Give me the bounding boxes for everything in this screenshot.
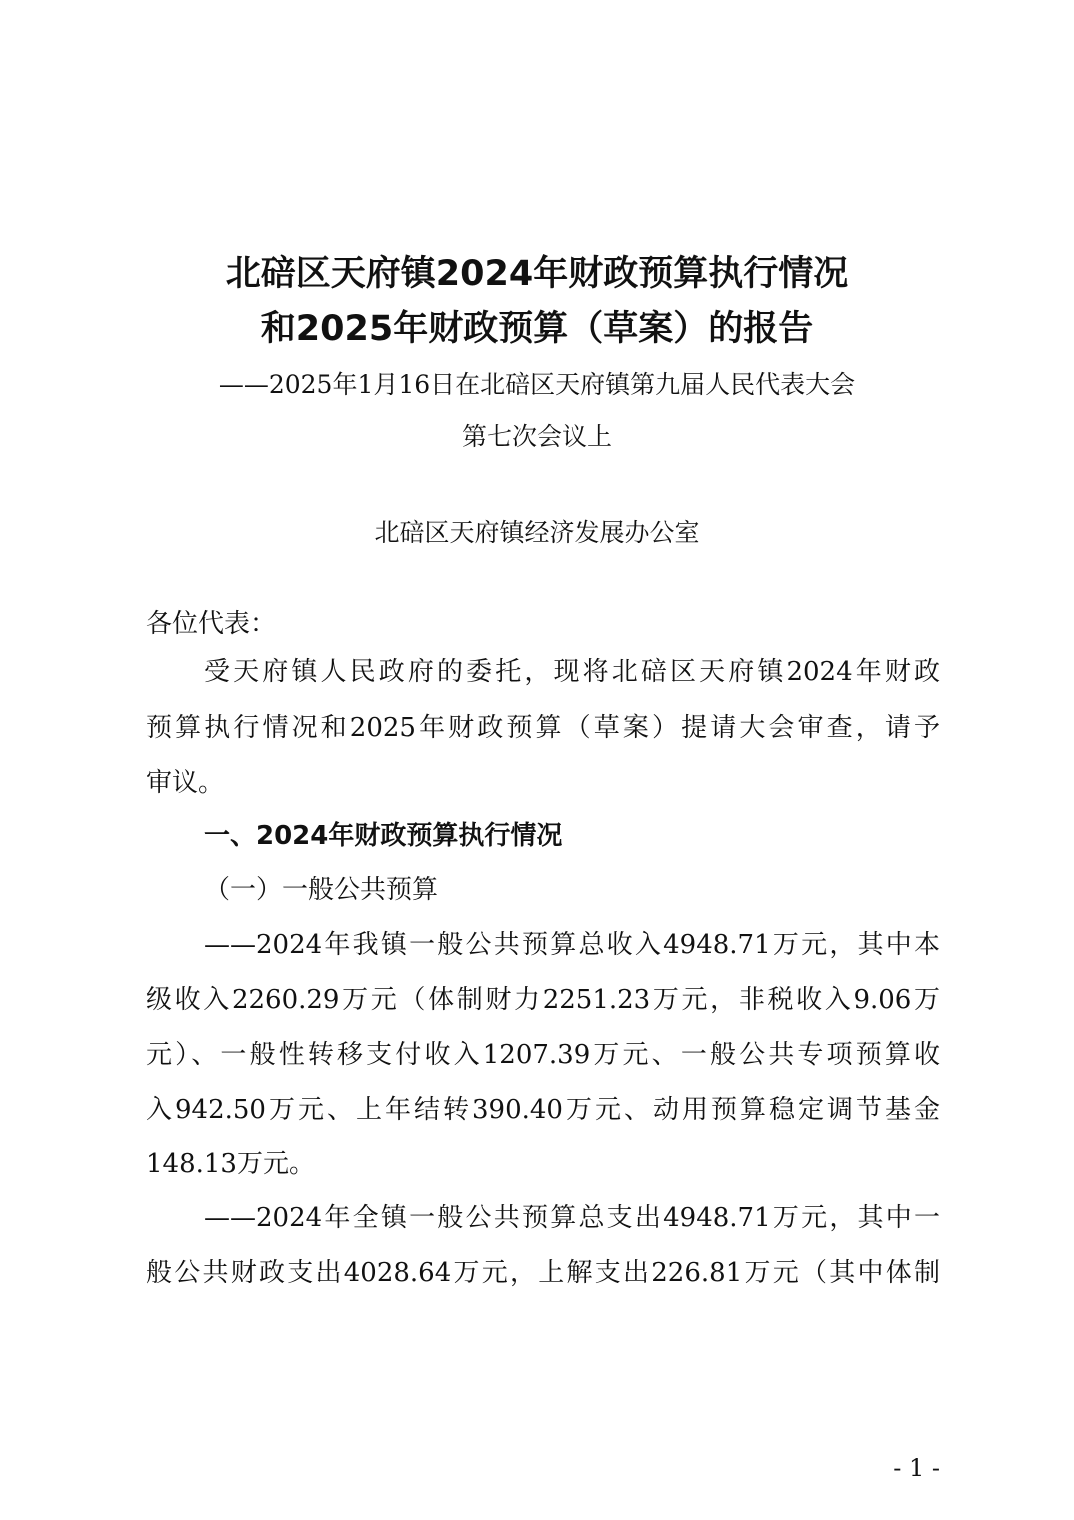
intro-line: 审议。 (146, 768, 225, 798)
expenditure-line: ——2024年全镇一般公共预算总支出4948.71万元，其中一 (204, 1203, 940, 1233)
report-subtitle-line-1: ——2025年1月16日在北碚区天府镇第九届人民代表大会 (218, 370, 856, 399)
subsection-heading: （一）一般公共预算 (204, 875, 439, 905)
income-line: 级收入2260.29万元（体制财力2251.23万元，非税收入9.06万 (146, 985, 940, 1015)
report-title-line-1: 北碚区天府镇2024年财政预算执行情况 (225, 254, 849, 294)
income-line: ——2024年我镇一般公共预算总收入4948.71万元，其中本 (204, 930, 940, 960)
intro-line: 预算执行情况和2025年财政预算（草案）提请大会审查，请予 (146, 713, 940, 743)
section-heading: 一、2024年财政预算执行情况 (204, 821, 563, 851)
intro-line: 受天府镇人民政府的委托，现将北碚区天府镇2024年财政 (204, 657, 940, 687)
page-number: - 1 - (893, 1454, 940, 1482)
salutation: 各位代表： (146, 609, 277, 639)
expenditure-line: 般公共财政支出4028.64万元，上解支出226.81万元（其中体制 (146, 1258, 940, 1288)
report-author: 北碚区天府镇经济发展办公室 (374, 518, 700, 547)
report-title-line-2: 和2025年财政预算（草案）的报告 (260, 309, 814, 349)
report-subtitle-line-2: 第七次会议上 (461, 422, 612, 451)
income-line: 148.13万元。 (146, 1149, 315, 1179)
income-line: 元）、一般性转移支付收入1207.39万元、一般公共专项预算收 (146, 1040, 940, 1070)
income-line: 入942.50万元、上年结转390.40万元、动用预算稳定调节基金 (146, 1095, 940, 1125)
